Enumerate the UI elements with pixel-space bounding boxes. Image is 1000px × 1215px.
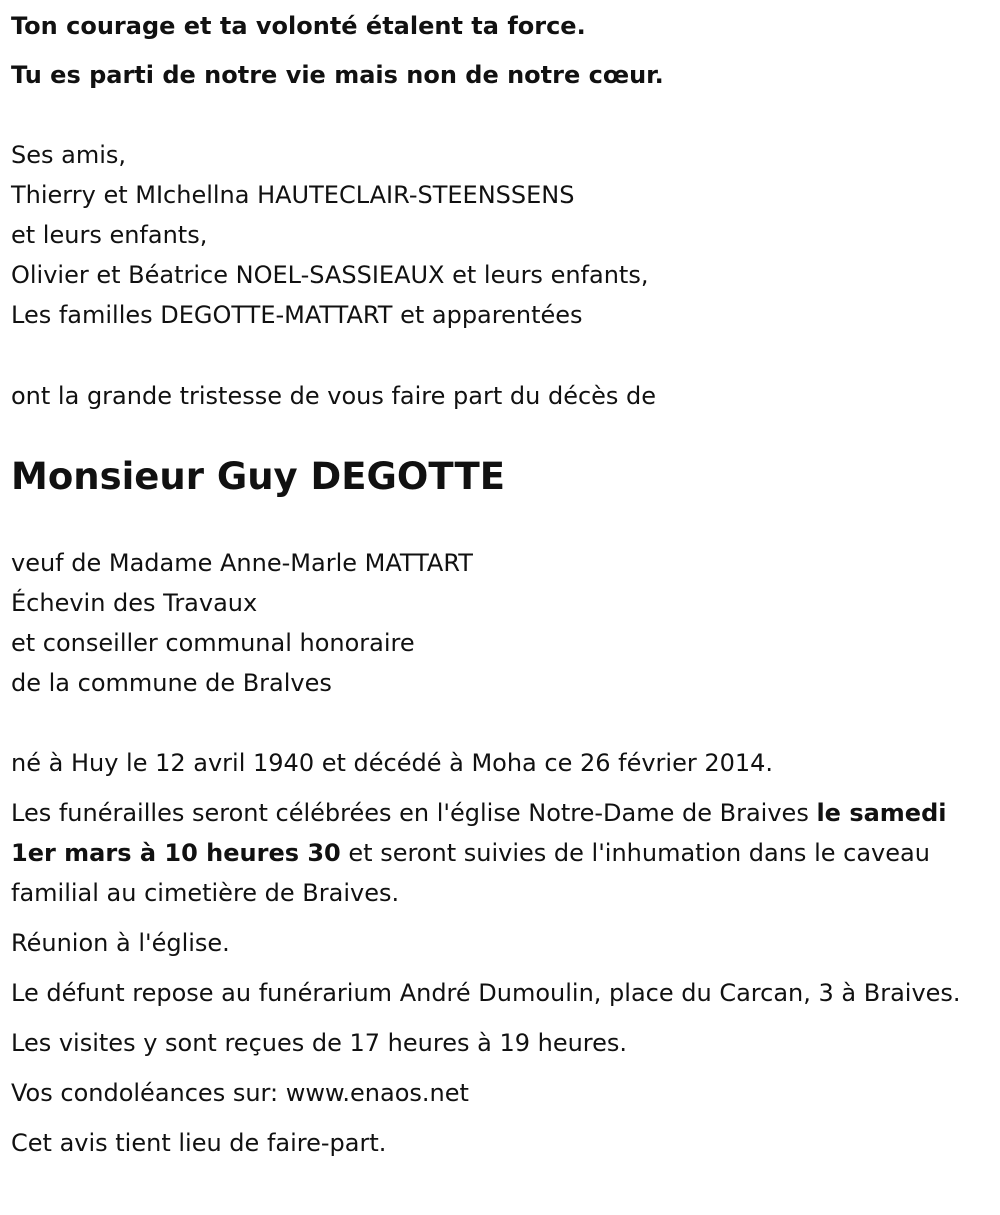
family-line: Olivier et Béatrice NOEL-SASSIEAUX et leurs enfants, bbox=[11, 261, 649, 289]
family-list bbox=[11, 135, 648, 335]
details-block bbox=[11, 743, 971, 1173]
birth-death-text: né à Huy le 12 avril 1940 et décédé à Moha ce 26 février 2014. bbox=[11, 749, 774, 777]
announcement-block bbox=[11, 376, 656, 416]
titles-block bbox=[11, 543, 473, 703]
announcement-text: ont la grande tristesse de vous faire part du décès de bbox=[11, 382, 657, 410]
funeral-text bbox=[11, 793, 971, 913]
title-line: de la commune de Bralves bbox=[11, 669, 332, 697]
family-line: Thierry et MIchellna HAUTECLAIR-STEENSSENS bbox=[11, 181, 575, 209]
funeral-text-after: et seront suivies de l'inhumation dans le caveau familial au cimetière de Braives. bbox=[11, 839, 930, 907]
title-line: et conseiller communal honoraire bbox=[11, 629, 415, 657]
title-line: Échevin des Travaux bbox=[11, 589, 258, 617]
family-line: Ses amis, bbox=[11, 141, 127, 169]
rest-place-text: Le défunt repose au funérarium André Dumoulin, place du Carcan, 3 à Braives. bbox=[11, 979, 961, 1007]
notice-text: Cet avis tient lieu de faire-part. bbox=[11, 1129, 387, 1157]
title-line: veuf de Madame Anne-Marle MATTART bbox=[11, 549, 473, 577]
quote-line-1: Ton courage et ta volonté étalent ta force. bbox=[11, 12, 586, 40]
funeral-text-before: Les funérailles seront célébrées en l'église Notre-Dame de Braives bbox=[11, 799, 817, 827]
condolences-text: Vos condoléances sur: www.enaos.net bbox=[11, 1079, 469, 1107]
family-line: et leurs enfants, bbox=[11, 221, 208, 249]
visits-text: Les visites y sont reçues de 17 heures à 19 heures. bbox=[11, 1029, 628, 1057]
family-line: Les familles DEGOTTE-MATTART et apparentées bbox=[11, 301, 583, 329]
funeral-date-time: le samedi 1er mars à 10 heures 30 bbox=[11, 799, 947, 867]
deceased-name: Monsieur Guy DEGOTTE bbox=[11, 455, 505, 498]
meeting-text: Réunion à l'église. bbox=[11, 929, 230, 957]
quote-line-2: Tu es parti de notre vie mais non de notre cœur. bbox=[11, 61, 664, 89]
